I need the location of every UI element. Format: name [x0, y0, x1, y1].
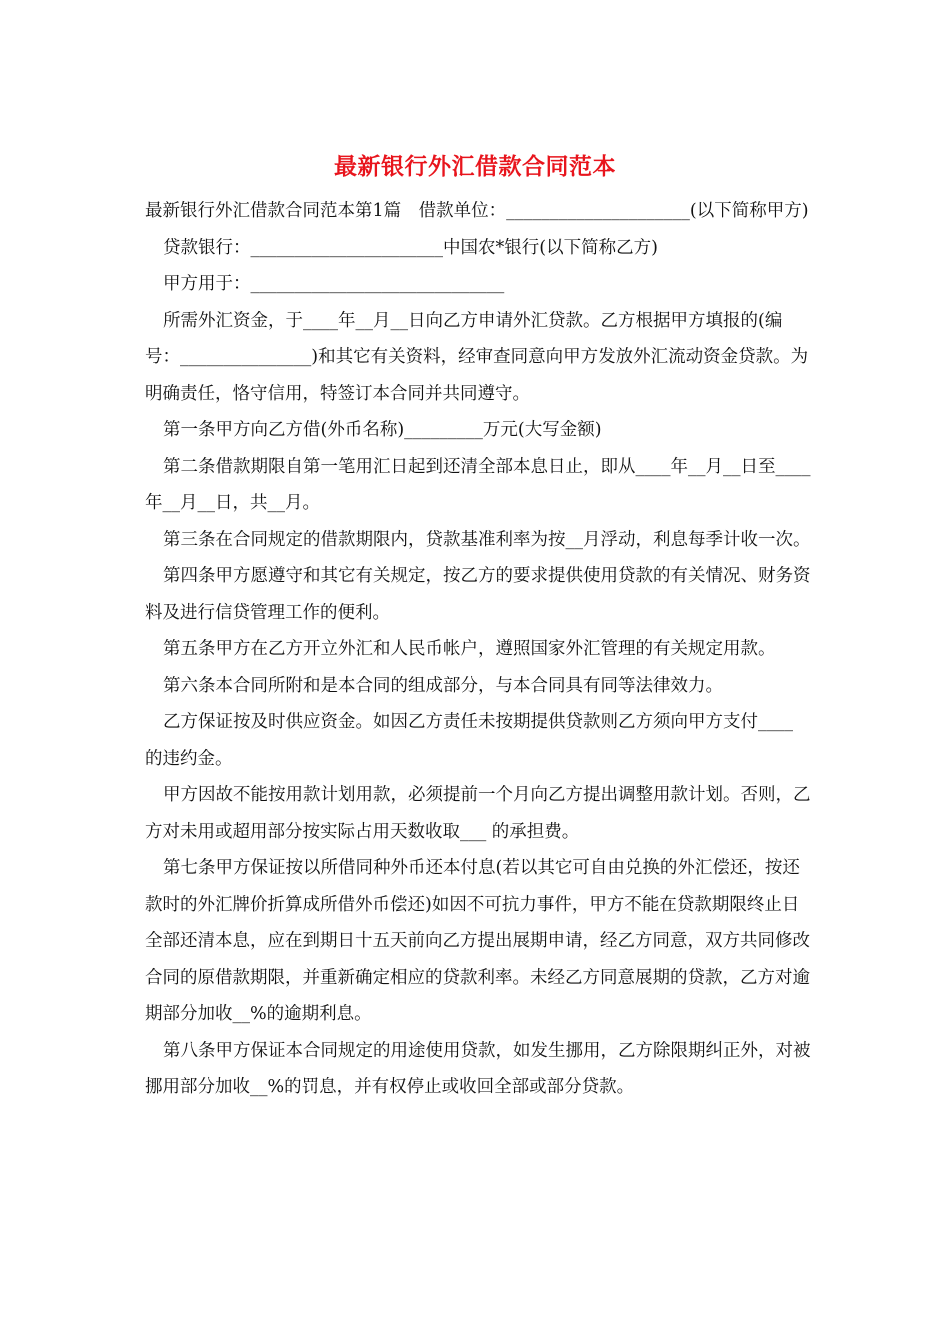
document-title: 最新银行外汇借款合同范本: [334, 153, 616, 180]
paragraph-article-4: 第四条甲方愿遵守和其它有关规定，按乙方的要求提供使用贷款的有关情况、财务资料及进行信贷管理工作的便利。: [145, 566, 811, 623]
paragraph-party-a-adjustment: 甲方因故不能按用款计划用款，必须提前一个月向乙方提出调整用款计划。否则，乙方对未用或超用部分按实际占用天数收取___ 的承担费。: [145, 785, 811, 842]
paragraph-article-2: 第二条借款期限自第一笔用汇日起到还清全部本息日止，即从____年__月__日至____年__月__日，共__月。: [145, 456, 811, 513]
paragraph-article-1: 第一条甲方向乙方借(外币名称)_________万元(大写金额): [163, 420, 602, 440]
paragraph-intro: 最新银行外汇借款合同范本第1篇 借款单位：_____________________(以下简称甲方): [145, 201, 809, 221]
paragraph-article-3: 第三条在合同规定的借款期限内，贷款基准利率为按__月浮动，利息每季计收一次。: [163, 529, 811, 550]
paragraph-application: 所需外汇资金，于____年__月__日向乙方申请外汇贷款。乙方根据甲方填报的(编号：_______________)和其它有关资料，经审查同意向甲方发放外汇流动资金贷款。为明确责任，恪守信用，特签订本合同并共同遵守。: [145, 310, 809, 404]
paragraph-article-7: 第七条甲方保证按以所借同种外币还本付息(若以其它可自由兑换的外汇偿还，按还款时的外汇牌价折算成所借外币偿还)如因不可抗力事件，甲方不能在贷款期限终止日全部还清本息，应在到期日十五天前向乙方提出展期申请，经乙方同意，双方共同修改合同的原借款期限，并重新确定相应的贷款利率。未经乙方同意展期的贷款，乙方对逾期部分加收__%的逾期利息。: [145, 858, 810, 1024]
paragraph-article-5: 第五条甲方在乙方开立外汇和人民币帐户，遵照国家外汇管理的有关规定用款。: [163, 639, 776, 659]
paragraph-purpose: 甲方用于：_____________________________: [163, 274, 505, 294]
paragraph-lending-bank: 贷款银行：______________________中国农*银行(以下简称乙方): [163, 237, 658, 258]
document-body: [145, 193, 813, 1106]
paragraph-party-b-guarantee: 乙方保证按及时供应资金。如因乙方责任未按期提供贷款则乙方须向甲方支付____ 的违约金。: [145, 712, 793, 769]
paragraph-article-8: 第八条甲方保证本合同规定的用途使用贷款，如发生挪用，乙方除限期纠正外，对被挪用部分加收__%的罚息，并有权停止或收回全部或部分贷款。: [145, 1040, 811, 1097]
paragraph-article-6: 第六条本合同所附和是本合同的组成部分，与本合同具有同等法律效力。: [163, 675, 723, 696]
